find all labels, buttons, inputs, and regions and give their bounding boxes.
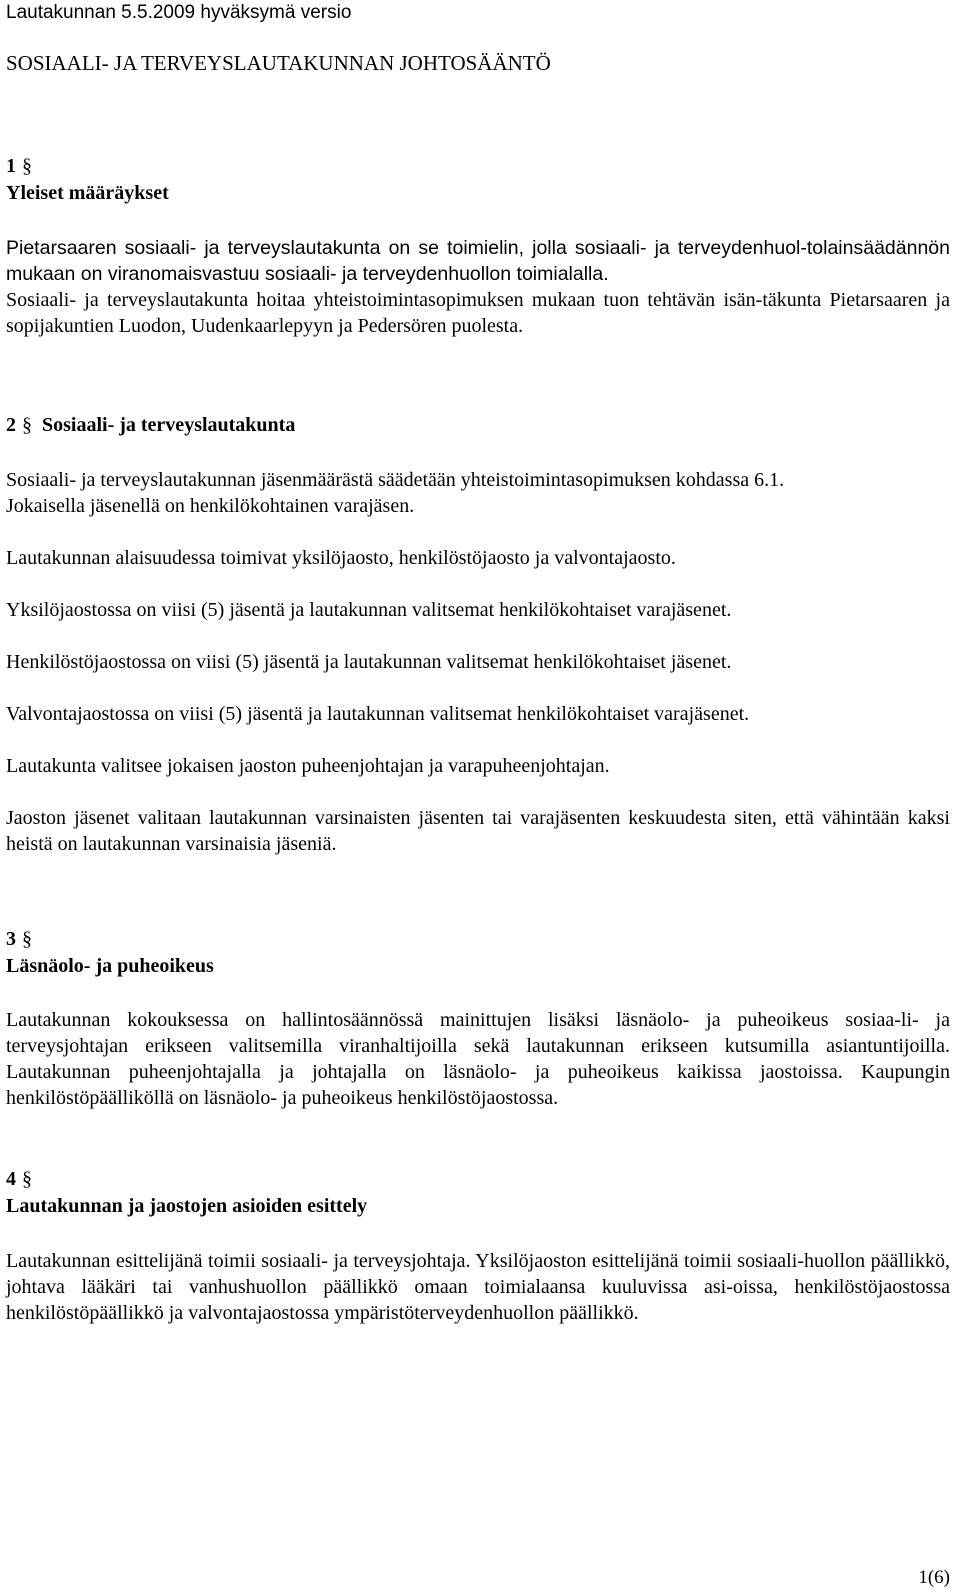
section-2-paragraph-8: Jaoston jäsenet valitaan lautakunnan varsinaisten jäsenten tai varajäsenten keskuudesta siten, että vähintään kaksi heistä on lautakunnan varsinaisia jäseniä. — [6, 807, 950, 855]
section-3-number: 3 § — [6, 928, 32, 950]
version-line: Lautakunnan 5.5.2009 hyväksymä versio — [6, 2, 352, 23]
section-2-title: Sosiaali- ja terveyslautakunta — [42, 414, 296, 436]
section-2-paragraph-7: Lautakunta valitsee jokaisen jaoston puheenjohtajan ja varapuheenjohtajan. — [6, 755, 610, 777]
section-1-number: 1 § — [6, 155, 32, 177]
section-1-paragraph-1: Pietarsaaren sosiaali- ja terveyslautakunta on se toimielin, jolla sosiaali- ja terveydenhuol-tolainsäädännön mukaan on viranomaisvastuu sosiaali- ja terveydenhuollon toimialalla. — [6, 237, 950, 285]
section-1-paragraph-2: Sosiaali- ja terveyslautakunta hoitaa yhteistoimintasopimuksen mukaan tuon tehtävän isän-täkunta Pietarsaaren ja sopijakuntien Luodon, Uudenkaarlepyyn ja Pedersören puolesta. — [6, 289, 950, 337]
section-1 — [6, 154, 950, 206]
section-4-title: Lautakunnan ja jaostojen asioiden esittely — [6, 1195, 368, 1217]
section-3 — [6, 927, 950, 979]
section-2-paragraph-4: Yksilöjaostossa on viisi (5) jäsentä ja lautakunnan valitsemat henkilökohtaiset varajäsenet. — [6, 599, 732, 621]
section-2-heading — [6, 412, 950, 438]
section-2-paragraph-5: Henkilöstöjaostossa on viisi (5) jäsentä ja lautakunnan valitsemat henkilökohtaiset jäsenet. — [6, 651, 732, 673]
section-4 — [6, 1167, 950, 1219]
section-4-number: 4 § — [6, 1168, 32, 1190]
section-1-title: Yleiset määräykset — [6, 182, 169, 204]
section-4-body — [6, 1248, 950, 1326]
section-2-paragraph-1: Sosiaali- ja terveyslautakunnan jäsenmäärästä säädetään yhteistoimintasopimuksen kohdassa 6.1. — [6, 469, 785, 491]
section-3-body — [6, 1007, 950, 1111]
section-3-title: Läsnäolo- ja puheoikeus — [6, 955, 214, 977]
section-2-paragraph-3: Lautakunnan alaisuudessa toimivat yksilöjaosto, henkilöstöjaosto ja valvontajaosto. — [6, 547, 676, 569]
section-2-body — [6, 467, 950, 857]
section-3-paragraph-1: Lautakunnan kokouksessa on hallintosäännössä mainittujen lisäksi läsnäolo- ja puheoikeus sosiaa-li- ja terveysjohtajan erikseen valitsemilla viranhaltijoilla sekä lautakunnan erikseen kutsumilla asiantuntijoilla. Lautakunnan puheenjohtajalla ja johtajalla on läsnäolo- ja puheoikeus kaikissa jaostoissa. Kaupungin henkilöstöpäälliköllä on läsnäolo- ja puheoikeus henkilöstöjaostossa. — [6, 1009, 950, 1109]
section-2-sign: § — [22, 414, 32, 436]
page-number: 1(6) — [918, 1567, 950, 1588]
section-2-paragraph-2: Jokaisella jäsenellä on henkilökohtainen varajäsen. — [6, 495, 415, 517]
section-2-paragraph-6: Valvontajaostossa on viisi (5) jäsentä ja lautakunnan valitsemat henkilökohtaiset varajäsenet. — [6, 703, 750, 725]
document-title: SOSIAALI- JA TERVEYSLAUTAKUNNAN JOHTOSÄÄNTÖ — [6, 51, 551, 75]
section-2-number: 2 — [6, 414, 16, 436]
section-4-paragraph-1: Lautakunnan esittelijänä toimii sosiaali- ja terveysjohtaja. Yksilöjaoston esittelijänä toimii sosiaali-huollon päällikkö, johtava lääkäri tai vanhushuollon päällikkö omaan toimialaansa kuuluvissa asi-oissa, henkilöstöjaostossa henkilöstöpäällikkö ja valvontajaostossa ympäristöterveydenhuollon päällikkö. — [6, 1250, 950, 1324]
section-1-body — [6, 235, 950, 339]
